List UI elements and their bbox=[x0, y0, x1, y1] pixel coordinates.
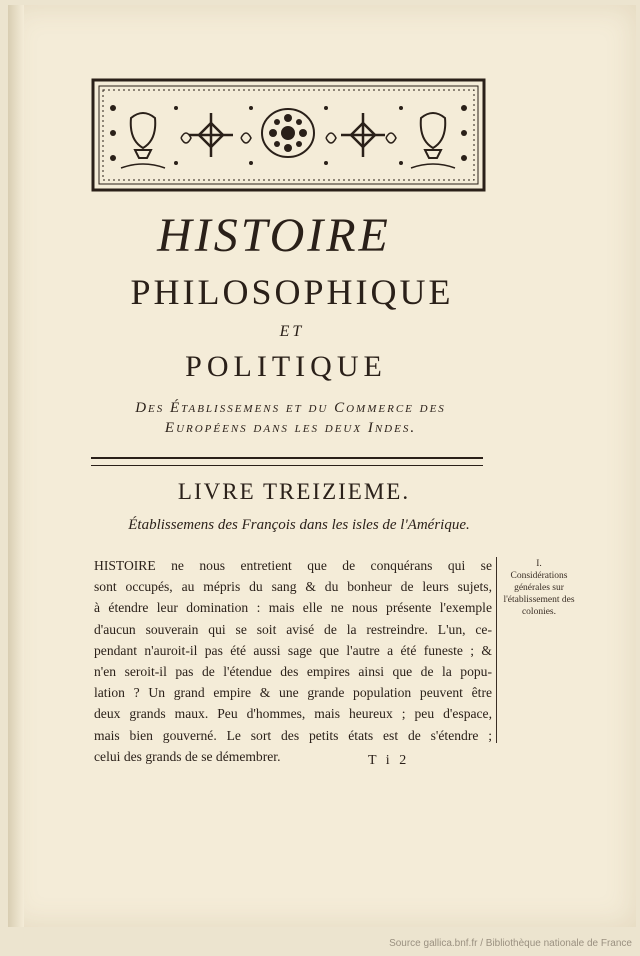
double-rule bbox=[91, 457, 483, 466]
title-histoire: HISTOIRE bbox=[157, 209, 391, 262]
page-gutter bbox=[8, 5, 24, 927]
subtitle-line-2: Européens dans les deux Indes. bbox=[164, 420, 417, 436]
body-line: d'aucun souverain qui se soit avisé de la restreindre. L'un, ce- bbox=[94, 621, 492, 637]
book-page bbox=[8, 5, 636, 927]
body-line: lation ? Un grand empire & une grande population peuvent être bbox=[94, 685, 492, 701]
subtitle-line-1: Des Établissemens et du Commerce des bbox=[135, 400, 446, 416]
title-politique: POLITIQUE bbox=[185, 350, 387, 383]
chapter-title: Établissemens des François dans les isles de l'Amérique. bbox=[128, 517, 470, 533]
body-line: pendant n'auroit-il pas été aussi sage que l'autre a été funeste ; & bbox=[94, 642, 492, 658]
title-philosophique: PHILOSOPHIQUE bbox=[130, 272, 454, 312]
body-line: HISTOIRE ne nous entretient que de conquérans qui se bbox=[94, 558, 492, 573]
margin-note bbox=[499, 558, 579, 618]
title-et: ET bbox=[279, 323, 305, 340]
margin-note-number: I. bbox=[536, 559, 542, 569]
body-line: mais bien gouverné. Le sort des petits états est de s'étendre ; bbox=[94, 727, 492, 743]
body-line: à étendre leur domination : mais elle ne nous présente l'exemple bbox=[94, 600, 492, 616]
body-paragraph bbox=[94, 555, 492, 767]
book-heading: LIVRE TREIZIEME. bbox=[177, 479, 411, 504]
body-line: deux grands maux. Peu d'hommes, mais heureux ; peu d'espace, bbox=[94, 706, 492, 722]
body-line: celui des grands de se démembrer. bbox=[94, 748, 281, 764]
body-line: sont occupés, au mépris du sang & du bonheur de leurs sujets, bbox=[94, 579, 492, 595]
ornamental-headpiece bbox=[91, 78, 486, 192]
source-credit: Source gallica.bnf.fr / Bibliothèque nationale de France bbox=[389, 938, 632, 949]
margin-note-text: Considérations générales sur l'établissement des colonies. bbox=[503, 571, 575, 617]
body-line: n'en seroit-il pas de l'étendue des empires ainsi que de la popu- bbox=[94, 663, 492, 679]
signature-mark: T i 2 bbox=[368, 753, 410, 768]
